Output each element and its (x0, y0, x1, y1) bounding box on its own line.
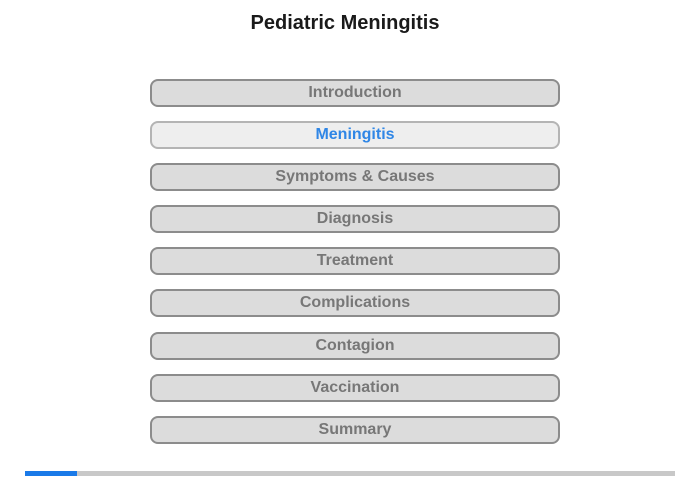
section-menu (150, 79, 560, 458)
menu-item-meningitis[interactable]: Meningitis (150, 121, 560, 149)
menu-item-complications[interactable]: Complications (150, 289, 560, 317)
menu-item-diagnosis[interactable]: Diagnosis (150, 205, 560, 233)
menu-item-symptoms-causes[interactable]: Symptoms & Causes (150, 163, 560, 191)
progress-bar (25, 471, 675, 476)
menu-item-treatment[interactable]: Treatment (150, 247, 560, 275)
progress-bar-fill (25, 471, 77, 476)
menu-item-contagion[interactable]: Contagion (150, 332, 560, 360)
menu-item-summary[interactable]: Summary (150, 416, 560, 444)
menu-item-vaccination[interactable]: Vaccination (150, 374, 560, 402)
page-title: Pediatric Meningitis (250, 12, 440, 34)
menu-item-introduction[interactable]: Introduction (150, 79, 560, 107)
